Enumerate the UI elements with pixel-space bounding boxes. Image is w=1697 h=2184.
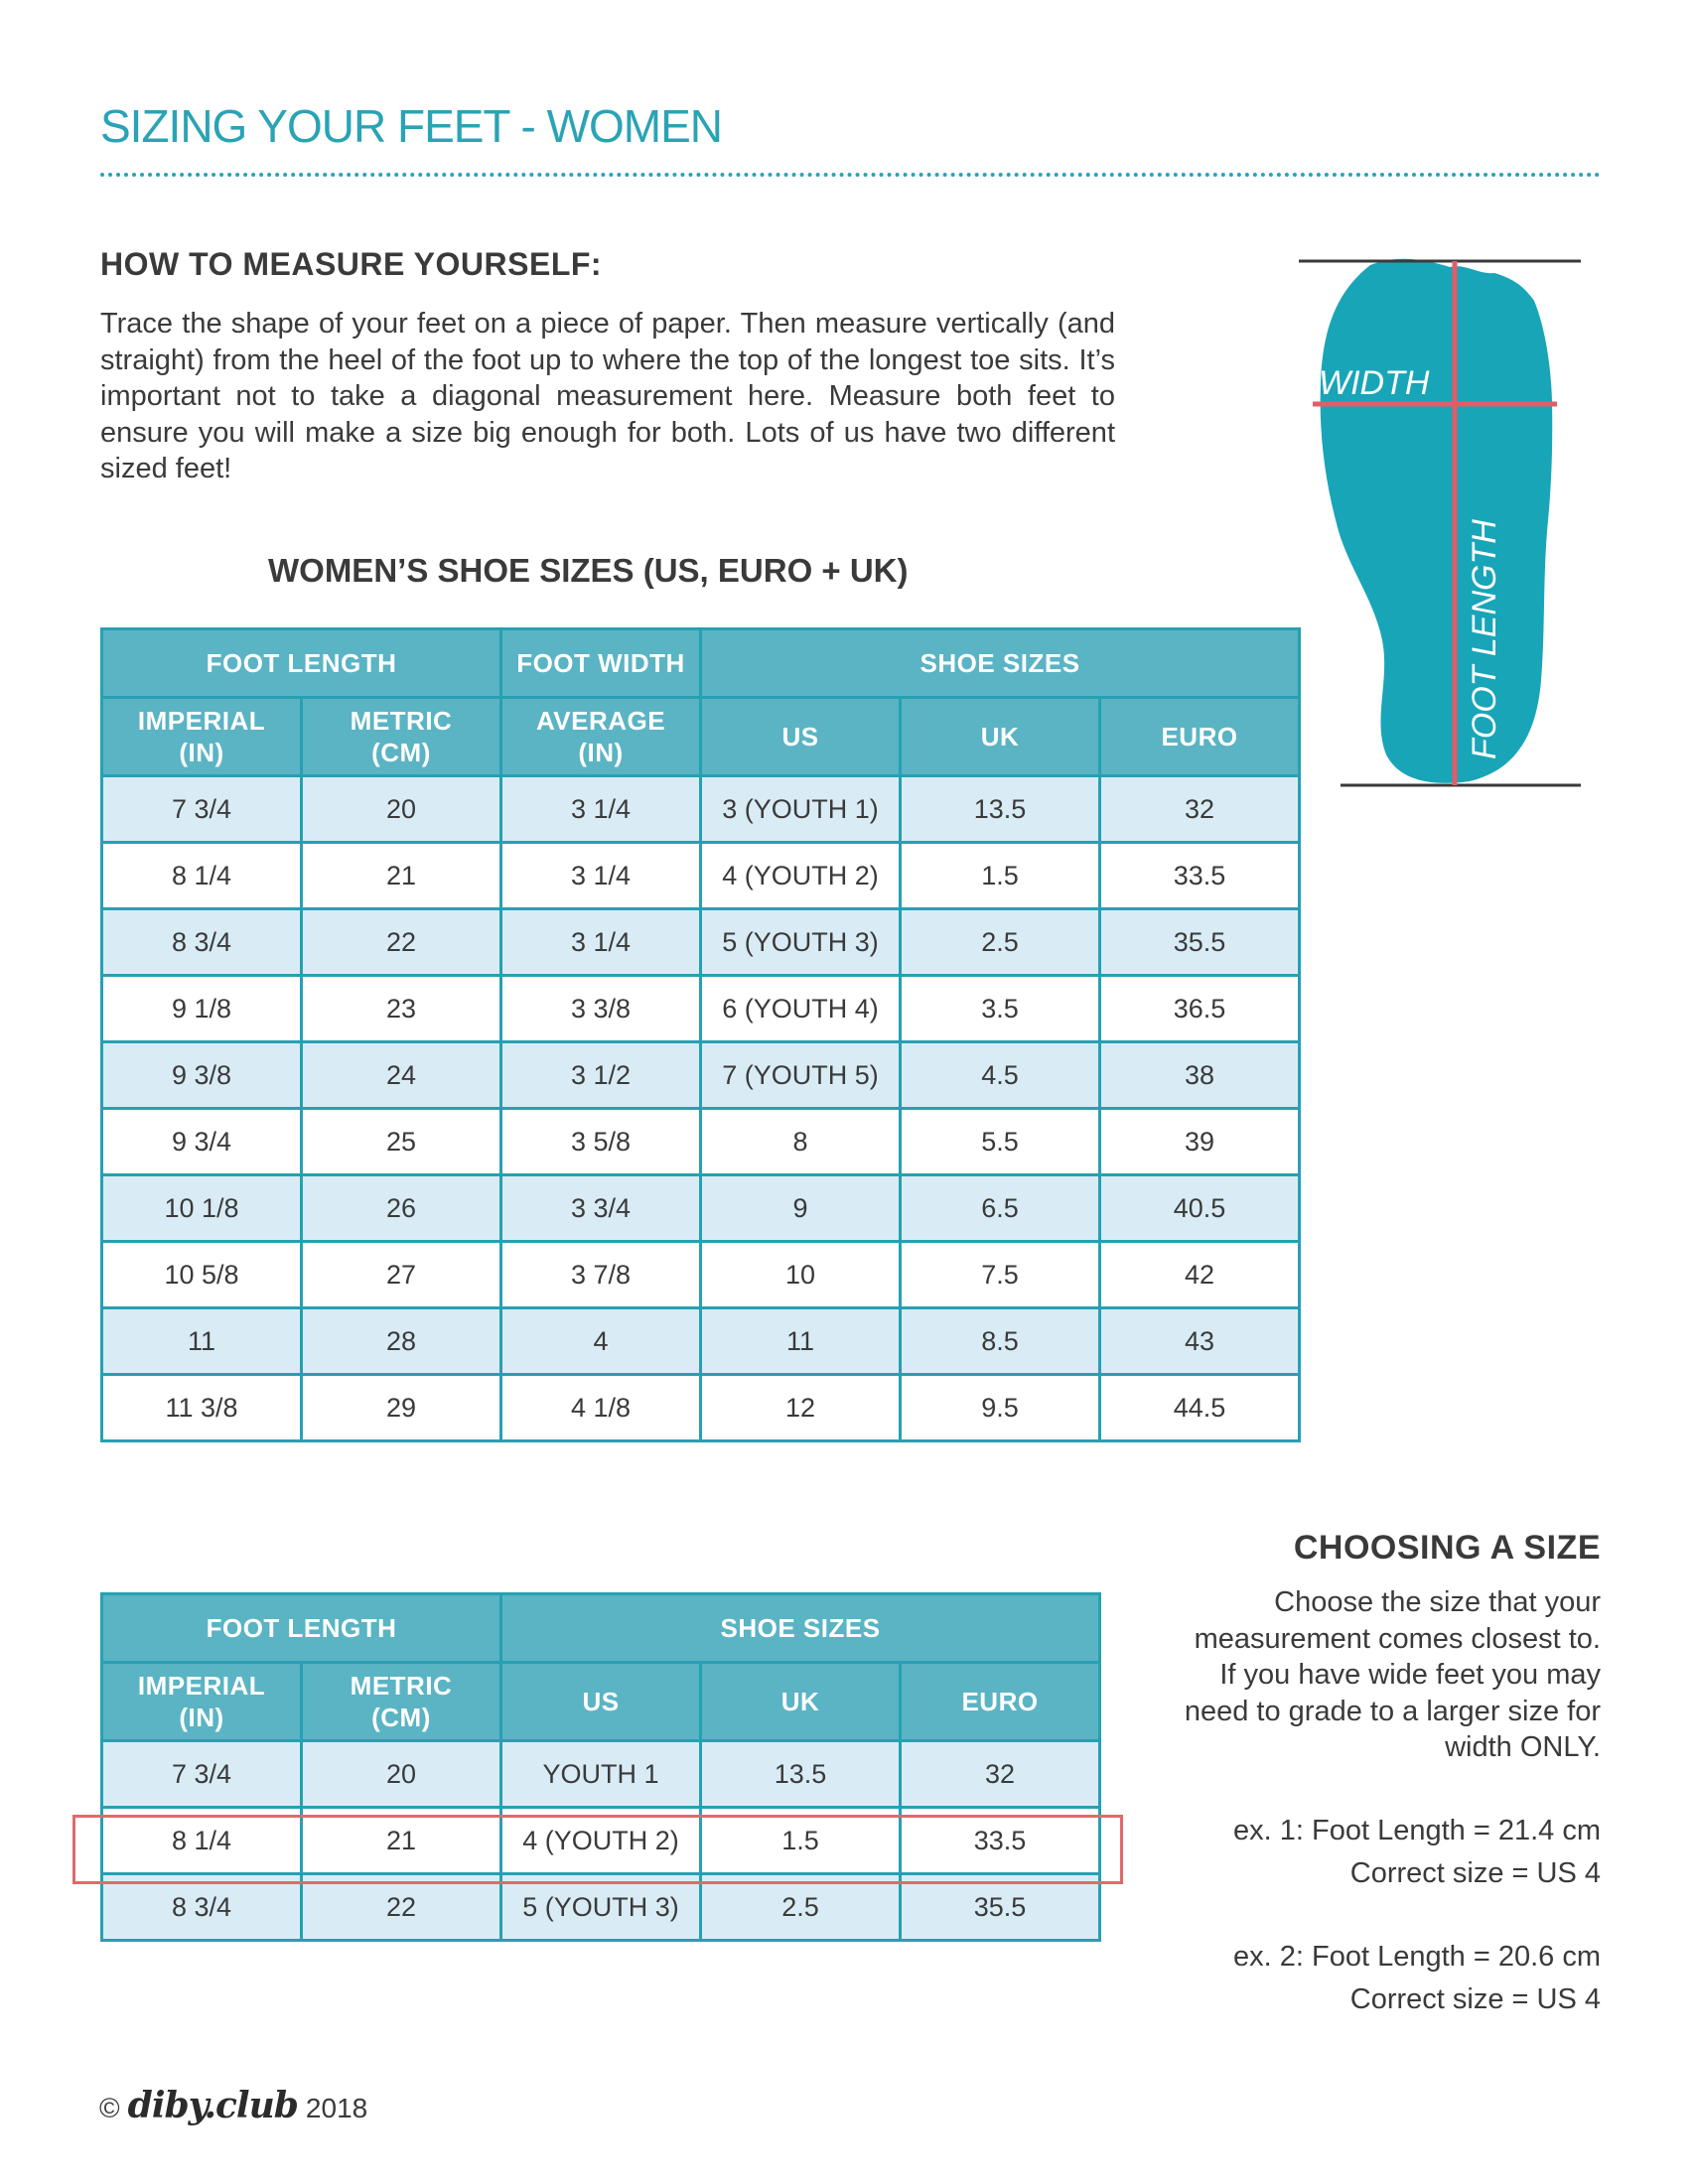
column-header-line: EURO	[1161, 722, 1238, 751]
table-cell: 42	[1100, 1242, 1300, 1308]
column-header	[102, 1663, 302, 1741]
column-header-line: METRIC	[350, 706, 453, 736]
table-cell: 8.5	[901, 1308, 1100, 1375]
column-header	[302, 698, 501, 776]
foot-length-label: FOOT LENGTH	[1466, 519, 1503, 759]
choosing-instructions: Choose the size that your measurement comes closest to. If you have wide feet you may need to grade to a larger size for width ONLY.	[1184, 1586, 1601, 1763]
table-cell: 23	[302, 976, 501, 1042]
table-cell: 44.5	[1100, 1375, 1300, 1441]
title-bold: SHOE	[437, 552, 531, 589]
table-cell: 8 1/4	[102, 843, 302, 909]
group-header-shoe-sizes: SHOE SIZES	[701, 629, 1300, 698]
foot-outline-icon	[1321, 259, 1553, 783]
size-chart-title	[268, 552, 909, 590]
choosing-heading: CHOOSING A SIZE	[1293, 1529, 1601, 1567]
table-cell: 5.5	[901, 1109, 1100, 1175]
table-cell: 12	[701, 1375, 901, 1441]
table-cell: 20	[302, 776, 501, 843]
example-size-table	[100, 1592, 1101, 1942]
table-cell: 9.5	[901, 1375, 1100, 1441]
table-cell: 33.5	[901, 1808, 1100, 1874]
width-label: WIDTH	[1319, 364, 1430, 402]
table-row	[102, 1175, 1300, 1242]
table-cell: 38	[1100, 1042, 1300, 1109]
column-header-line: (IN)	[179, 1703, 224, 1732]
table-cell: 7.5	[901, 1242, 1100, 1308]
table-cell: 3 3/4	[501, 1175, 701, 1242]
table-cell: 27	[302, 1242, 501, 1308]
table-cell: 3.5	[901, 976, 1100, 1042]
group-header-foot-length: FOOT LENGTH	[102, 1594, 501, 1663]
table-row	[102, 1308, 1300, 1375]
table-cell: 32	[901, 1741, 1100, 1808]
table-cell: 11	[102, 1308, 302, 1375]
table-cell: 25	[302, 1109, 501, 1175]
table-row	[102, 1874, 1100, 1941]
table-cell: 1.5	[701, 1808, 901, 1874]
column-header-line: AVERAGE	[535, 706, 666, 736]
table-cell: 8 1/4	[102, 1808, 302, 1874]
table-cell: YOUTH 1	[501, 1741, 701, 1808]
table-row	[102, 1242, 1300, 1308]
group-header-foot-length: FOOT LENGTH	[102, 629, 501, 698]
column-header	[501, 698, 701, 776]
table-cell: 21	[302, 843, 501, 909]
table-cell: 10 1/8	[102, 1175, 302, 1242]
footer-year: 2018	[305, 2093, 368, 2123]
measure-heading: HOW TO MEASURE YOURSELF:	[100, 246, 603, 282]
table-cell: 9	[701, 1175, 901, 1242]
table-cell: 39	[1100, 1109, 1300, 1175]
column-header	[302, 1663, 501, 1741]
footer	[99, 2085, 367, 2126]
table-cell: 5 (YOUTH 3)	[701, 909, 901, 976]
column-header	[501, 1663, 701, 1741]
table-cell: 35.5	[1100, 909, 1300, 976]
column-header	[901, 1663, 1100, 1741]
table-cell: 11	[701, 1308, 901, 1375]
table-cell: 2.5	[901, 909, 1100, 976]
column-header	[1100, 698, 1300, 776]
table-row	[102, 1808, 1100, 1874]
column-header-line: (CM)	[371, 1703, 431, 1732]
table-cell: 26	[302, 1175, 501, 1242]
column-header-line: US	[781, 722, 819, 751]
table-cell: 4.5	[901, 1042, 1100, 1109]
title-prefix: WOMEN’S	[268, 552, 438, 589]
column-header-line: (CM)	[371, 738, 431, 767]
table-cell: 33.5	[1100, 843, 1300, 909]
table-cell: 3 3/8	[501, 976, 701, 1042]
table-cell: 3 1/2	[501, 1042, 701, 1109]
page-title: SIZING YOUR FEET - WOMEN	[100, 100, 722, 152]
table-cell: 9 3/8	[102, 1042, 302, 1109]
table-cell: 3 1/4	[501, 909, 701, 976]
table-cell: 7 3/4	[102, 776, 302, 843]
brand-logo: diby.club	[127, 2085, 298, 2126]
table-cell: 3 1/4	[501, 776, 701, 843]
table-cell: 7 3/4	[102, 1741, 302, 1808]
table-cell: 3 7/8	[501, 1242, 701, 1308]
table-cell: 1.5	[901, 843, 1100, 909]
table-cell: 4 (YOUTH 2)	[501, 1808, 701, 1874]
column-header-line: METRIC	[350, 1671, 453, 1701]
table-cell: 5 (YOUTH 3)	[501, 1874, 701, 1941]
table-cell: 4 (YOUTH 2)	[701, 843, 901, 909]
example-2-size: Correct size = US 4	[1349, 1983, 1601, 2015]
table-cell: 28	[302, 1308, 501, 1375]
column-header-line: UK	[980, 722, 1020, 751]
example-1-length: ex. 1: Foot Length = 21.4 cm	[1233, 1815, 1601, 1846]
table-cell: 24	[302, 1042, 501, 1109]
table-cell: 3 1/4	[501, 843, 701, 909]
table-cell: 6 (YOUTH 4)	[701, 976, 901, 1042]
column-header-line: (IN)	[578, 738, 624, 767]
table-cell: 11 3/8	[102, 1375, 302, 1441]
table-cell: 3 (YOUTH 1)	[701, 776, 901, 843]
table-cell: 32	[1100, 776, 1300, 843]
table-cell: 10	[701, 1242, 901, 1308]
column-header-line: US	[582, 1687, 620, 1716]
column-header	[701, 1663, 901, 1741]
example-2-length: ex. 2: Foot Length = 20.6 cm	[1233, 1941, 1601, 1973]
table-cell: 8 3/4	[102, 1874, 302, 1941]
column-header-line: (IN)	[179, 738, 224, 767]
foot-measurement-diagram	[1291, 253, 1589, 794]
table-row	[102, 843, 1300, 909]
table-cell: 21	[302, 1808, 501, 1874]
column-header-line: IMPERIAL	[137, 706, 266, 736]
copyright-symbol: ©	[99, 2093, 120, 2123]
example-2	[1104, 1936, 1601, 2021]
table-cell: 4 1/8	[501, 1375, 701, 1441]
table-cell: 8	[701, 1109, 901, 1175]
table-row	[102, 976, 1300, 1042]
column-header-line: EURO	[961, 1687, 1039, 1716]
table-cell: 3 5/8	[501, 1109, 701, 1175]
table-row	[102, 1741, 1100, 1808]
table-cell: 10 5/8	[102, 1242, 302, 1308]
table-cell: 13.5	[901, 776, 1100, 843]
column-header-line: IMPERIAL	[137, 1671, 266, 1701]
table-cell: 43	[1100, 1308, 1300, 1375]
measure-instructions: Trace the shape of your feet on a piece of paper. Then measure vertically (and straight) from the heel of the foot up to where the top of the longest toe sits. It’s important not to take a diagonal measurement here. Measure both feet to ensure you will make a size big enough for both. Lots of us have two different sized feet!	[100, 308, 1115, 484]
table-cell: 36.5	[1100, 976, 1300, 1042]
column-header	[901, 698, 1100, 776]
table-row	[102, 1375, 1300, 1441]
table-cell: 40.5	[1100, 1175, 1300, 1242]
example-1	[1104, 1810, 1601, 1895]
table-cell: 22	[302, 909, 501, 976]
table-cell: 6.5	[901, 1175, 1100, 1242]
table-cell: 35.5	[901, 1874, 1100, 1941]
table-cell: 7 (YOUTH 5)	[701, 1042, 901, 1109]
table-cell: 20	[302, 1741, 501, 1808]
table-row	[102, 909, 1300, 976]
title-suffix: SIZES (US, EURO + UK)	[530, 552, 909, 589]
table-cell: 9 3/4	[102, 1109, 302, 1175]
table-cell: 2.5	[701, 1874, 901, 1941]
womens-size-table	[100, 627, 1301, 1442]
table-row	[102, 776, 1300, 843]
table-cell: 22	[302, 1874, 501, 1941]
table-cell: 13.5	[701, 1741, 901, 1808]
table-row	[102, 1109, 1300, 1175]
table-cell: 9 1/8	[102, 976, 302, 1042]
column-header	[102, 698, 302, 776]
table-row	[102, 1042, 1300, 1109]
table-cell: 8 3/4	[102, 909, 302, 976]
example-1-size: Correct size = US 4	[1349, 1857, 1601, 1889]
column-header-line: UK	[780, 1687, 820, 1716]
column-header	[701, 698, 901, 776]
group-header-shoe-sizes: SHOE SIZES	[501, 1594, 1100, 1663]
table-cell: 4	[501, 1308, 701, 1375]
table-cell: 29	[302, 1375, 501, 1441]
group-header-foot-width: FOOT WIDTH	[501, 629, 701, 698]
title-divider	[100, 173, 1601, 177]
